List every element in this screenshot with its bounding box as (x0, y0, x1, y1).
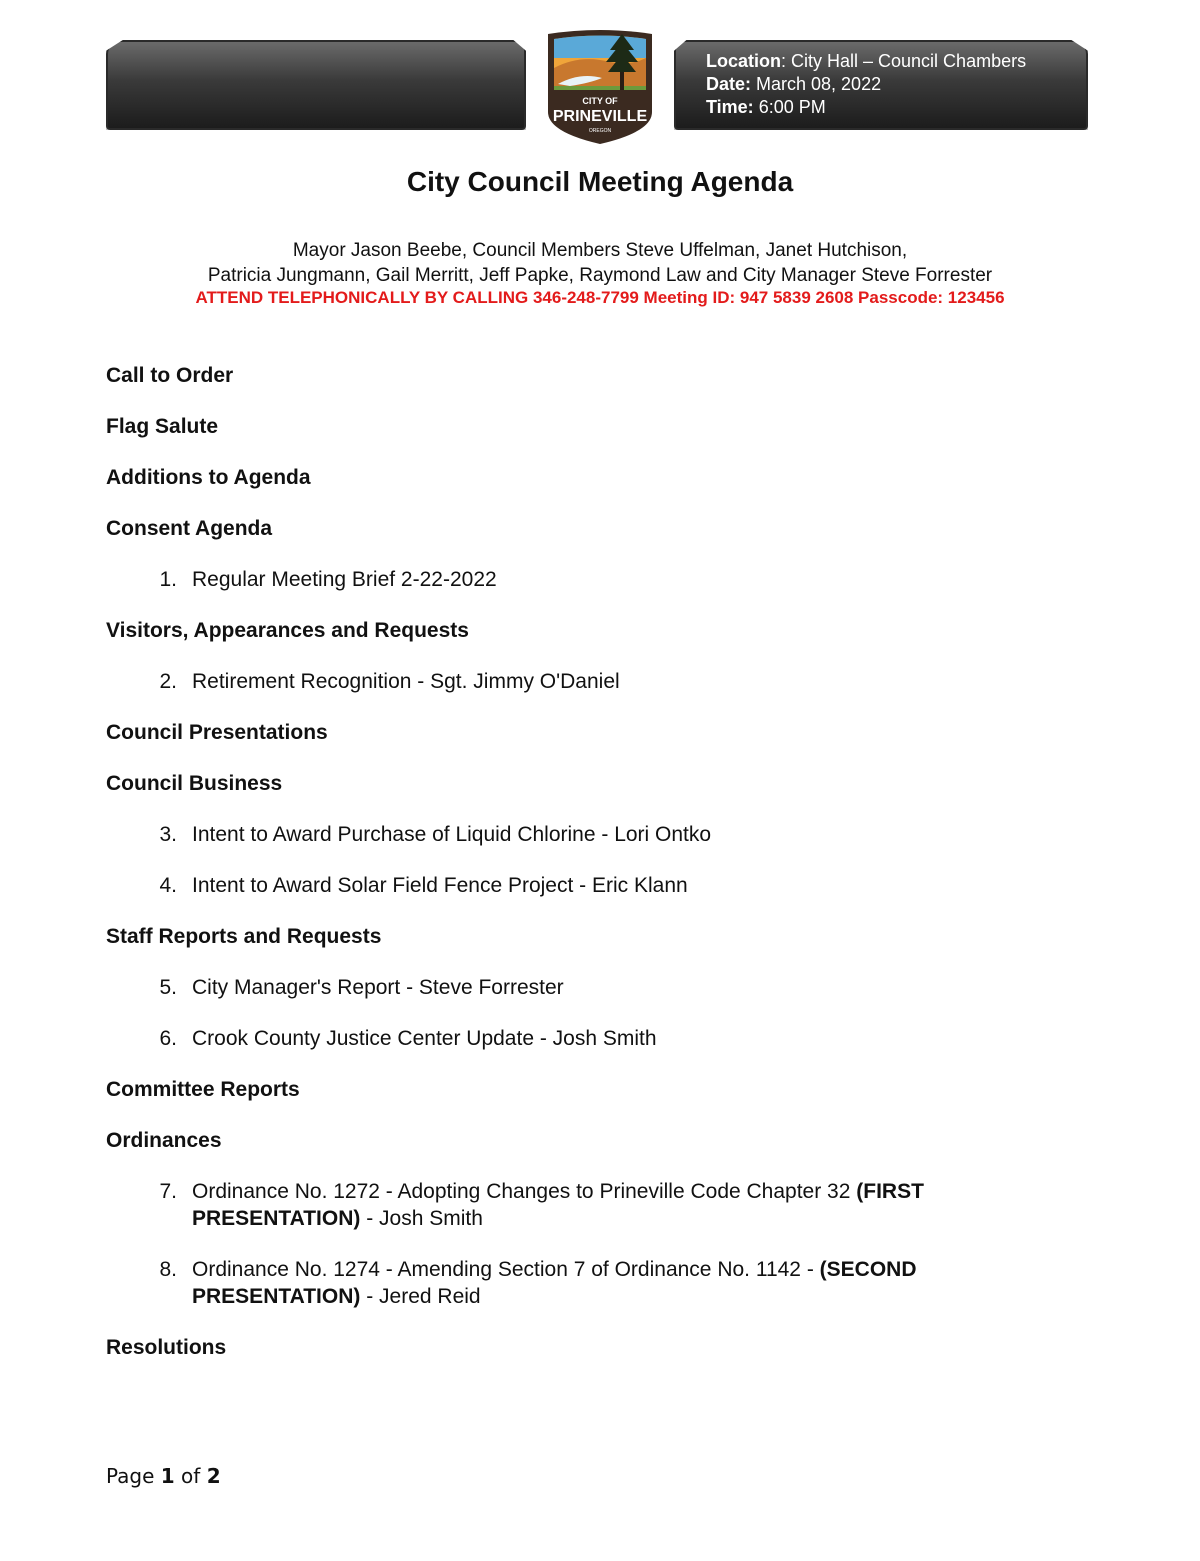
logo-text-top: CITY OF (582, 96, 618, 106)
meeting-info (706, 50, 1026, 119)
agenda-item-5: 5. City Manager's Report - Steve Forrester (159, 976, 564, 999)
agenda-item-7: 7. Ordinance No. 1272 - Adopting Changes to Prineville Code Chapter 32 (FIRST PRESENTATION) - Josh Smith (159, 1180, 924, 1230)
section-staff-reports: Staff Reports and Requests (106, 925, 382, 948)
location-line: Location: City Hall – Council Chambers (706, 51, 1027, 71)
agenda-item-2: 2. Retirement Recognition - Sgt. Jimmy O'Daniel (159, 670, 620, 693)
section-flag-salute: Flag Salute (106, 415, 219, 438)
agenda-item-6: 6. Crook County Justice Center Update - Josh Smith (159, 1027, 657, 1050)
section-council-business: Council Business (106, 772, 283, 795)
date-line: Date: March 08, 2022 (706, 74, 882, 94)
section-council-presentations: Council Presentations (106, 721, 328, 744)
section-consent-agenda: Consent Agenda (106, 517, 273, 540)
agenda-item-4: 4. Intent to Award Solar Field Fence Project - Eric Klann (159, 874, 688, 897)
header-bar-left (106, 40, 526, 130)
section-ordinances: Ordinances (106, 1129, 222, 1152)
members-line-1: Mayor Jason Beebe, Council Members Steve Uffelman, Janet Hutchison, (292, 240, 908, 261)
prineville-logo (540, 28, 660, 146)
section-additions: Additions to Agenda (106, 466, 311, 489)
agenda-item-3: 3. Intent to Award Purchase of Liquid Chlorine - Lori Ontko (159, 823, 712, 846)
agenda-item-8: 8. Ordinance No. 1274 - Amending Section 7 of Ordinance No. 1142 - (SECOND PRESENTATION) - Jered Reid (159, 1258, 917, 1308)
page-number: Page 1 of 2 (106, 1464, 221, 1488)
agenda-list (106, 362, 1026, 1385)
agenda-item-1: 1. Regular Meeting Brief 2-22-2022 (159, 568, 497, 591)
attend-telephonically-notice: ATTEND TELEPHONICALLY BY CALLING 346-248-7799 Meeting ID: 947 5839 2608 Passcode: 123456 (195, 288, 1005, 307)
page-title: City Council Meeting Agenda (406, 166, 794, 197)
section-call-to-order: Call to Order (106, 364, 234, 387)
section-committee-reports: Committee Reports (106, 1078, 300, 1101)
section-resolutions: Resolutions (106, 1336, 227, 1359)
logo-text-main: PRINEVILLE (552, 108, 648, 125)
council-members (100, 238, 1100, 288)
section-visitors: Visitors, Appearances and Requests (106, 619, 469, 642)
time-line: Time: 6:00 PM (706, 97, 826, 117)
members-line-2: Patricia Jungmann, Gail Merritt, Jeff Papke, Raymond Law and City Manager Steve Forrester (207, 265, 993, 286)
logo-text-bottom: OREGON (588, 128, 612, 134)
